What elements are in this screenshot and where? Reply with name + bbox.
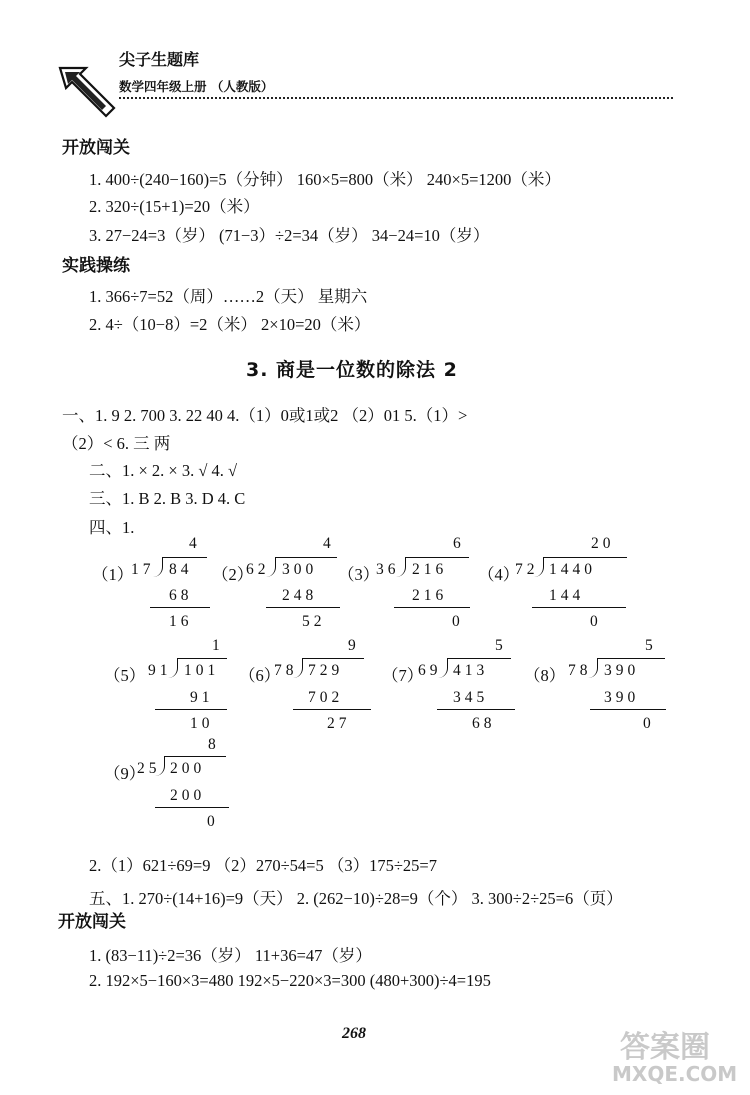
division-remainder: 0 — [590, 613, 602, 630]
answer-line: 1. 366÷7=52（周）……2（天） 星期六 — [89, 287, 368, 306]
division-remainder: 0 — [452, 613, 464, 630]
answer-line: 2. 192×5−160×3=480 192×5−220×3=300 (480+300)÷4=195 — [89, 971, 491, 990]
section-heading-open-1: 开放闯关 — [62, 138, 130, 158]
division-rule — [532, 607, 626, 608]
answer-line: 3. 27−24=3（岁） (71−3）÷2=34（岁） 34−24=10（岁） — [89, 226, 490, 245]
watermark-logo-text: 答案圈 — [620, 1030, 710, 1065]
division-remainder: 16 — [169, 613, 193, 630]
division-bar — [164, 756, 226, 757]
division-divisor: 17 — [131, 561, 155, 578]
division-bar — [543, 557, 627, 558]
answer-line: 三、1. B 2. B 3. D 4. C — [89, 489, 246, 508]
division-product: 91 — [190, 689, 214, 706]
division-quotient: 8 — [208, 736, 220, 753]
section-heading-practice: 实践操练 — [62, 256, 130, 276]
answer-line: 二、1. × 2. × 3. √ 4. √ — [89, 461, 238, 480]
division-dividend: 84 — [169, 561, 193, 578]
division-divisor: 36 — [376, 561, 400, 578]
division-label: （2） — [212, 565, 254, 584]
header-dotted-rule — [119, 97, 673, 99]
division-product: 144 — [549, 587, 585, 604]
answer-line: （2）< 6. 三 两 — [62, 434, 171, 453]
division-dividend: 200 — [170, 760, 206, 777]
division-bar — [447, 658, 511, 659]
division-bracket — [153, 558, 163, 577]
division-bracket — [588, 659, 598, 678]
answer-line: 2.（1）621÷69=9 （2）270÷54=5 （3）175÷25=7 — [89, 856, 437, 875]
answer-line: 2. 320÷(15+1)=20（米） — [89, 197, 260, 216]
answer-line: 五、1. 270÷(14+16)=9（天） 2. (262−10)÷28=9（个） 3. 300÷2÷25=6（页） — [89, 889, 623, 908]
division-bracket — [168, 659, 178, 678]
division-label: （5） — [104, 666, 146, 685]
division-rule — [155, 807, 229, 808]
division-product: 200 — [170, 787, 206, 804]
division-bracket — [438, 659, 448, 678]
division-bar — [597, 658, 665, 659]
division-product: 702 — [308, 689, 344, 706]
division-remainder: 10 — [190, 715, 214, 732]
division-bar — [302, 658, 364, 659]
division-dividend: 413 — [453, 662, 489, 679]
division-bar — [162, 557, 207, 558]
division-divisor: 69 — [418, 662, 442, 679]
division-divisor: 78 — [568, 662, 592, 679]
section-heading-open-2: 开放闯关 — [58, 912, 126, 932]
division-dividend: 390 — [604, 662, 640, 679]
answer-line: 1. (83−11)÷2=36（岁） 11+36=47（岁） — [89, 946, 372, 965]
division-rule — [266, 607, 340, 608]
division-label: （3） — [338, 565, 380, 584]
answer-line: 一、1. 9 2. 700 3. 22 40 4.（1）0或1或2 （2）01 5.（1）> — [62, 406, 468, 425]
division-divisor: 25 — [137, 760, 161, 777]
division-bracket — [534, 558, 544, 577]
division-remainder: 52 — [302, 613, 326, 630]
division-quotient: 4 — [189, 535, 201, 552]
division-bracket — [396, 558, 406, 577]
division-label: （8） — [524, 666, 566, 685]
division-bracket — [266, 558, 276, 577]
division-quotient: 1 — [212, 637, 224, 654]
division-bracket — [155, 757, 165, 776]
header-subtitle: 数学四年级上册 （人教版） — [119, 79, 274, 94]
division-rule — [293, 709, 371, 710]
division-product: 248 — [282, 587, 318, 604]
division-bracket — [293, 659, 303, 678]
division-remainder: 0 — [643, 715, 655, 732]
division-rule — [590, 709, 666, 710]
division-divisor: 91 — [148, 662, 172, 679]
division-quotient: 5 — [495, 637, 507, 654]
division-remainder: 0 — [207, 813, 219, 830]
division-label: （6） — [239, 666, 281, 685]
division-divisor: 72 — [515, 561, 539, 578]
division-rule — [155, 709, 227, 710]
division-quotient: 6 — [453, 535, 465, 552]
watermark-url: MXQE.COM — [612, 1062, 738, 1086]
division-dividend: 1440 — [549, 561, 596, 578]
division-divisor: 62 — [246, 561, 270, 578]
division-dividend: 101 — [184, 662, 220, 679]
division-rule — [437, 709, 515, 710]
division-bar — [275, 557, 337, 558]
division-quotient: 9 — [348, 637, 360, 654]
page-number: 268 — [342, 1025, 366, 1042]
division-quotient: 5 — [645, 637, 657, 654]
division-product: 390 — [604, 689, 640, 706]
division-rule — [150, 607, 210, 608]
header-brand: 尖子生题库 — [119, 50, 200, 69]
division-remainder: 68 — [472, 715, 496, 732]
division-rule — [394, 607, 470, 608]
division-dividend: 216 — [412, 561, 448, 578]
division-remainder: 27 — [327, 715, 351, 732]
answer-line: 四、1. — [89, 518, 135, 537]
division-divisor: 78 — [274, 662, 298, 679]
division-label: （4） — [478, 565, 520, 584]
division-dividend: 729 — [308, 662, 344, 679]
division-label: （7） — [382, 666, 424, 685]
division-label: （1） — [92, 565, 134, 584]
division-label: （9） — [104, 764, 146, 783]
division-product: 216 — [412, 587, 448, 604]
division-product: 68 — [169, 587, 193, 604]
answer-line: 2. 4÷（10−8）=2（米） 2×10=20（米） — [89, 315, 371, 334]
division-bar — [177, 658, 227, 659]
division-bar — [405, 557, 469, 558]
division-product: 345 — [453, 689, 489, 706]
division-quotient: 20 — [591, 535, 615, 552]
lesson-title: 3. 商是一位数的除法 2 — [246, 359, 458, 381]
answer-line: 1. 400÷(240−160)=5（分钟） 160×5=800（米） 240×5=1200（米） — [89, 170, 561, 189]
arrow-logo-icon — [56, 62, 118, 118]
division-dividend: 300 — [282, 561, 318, 578]
division-quotient: 4 — [323, 535, 335, 552]
